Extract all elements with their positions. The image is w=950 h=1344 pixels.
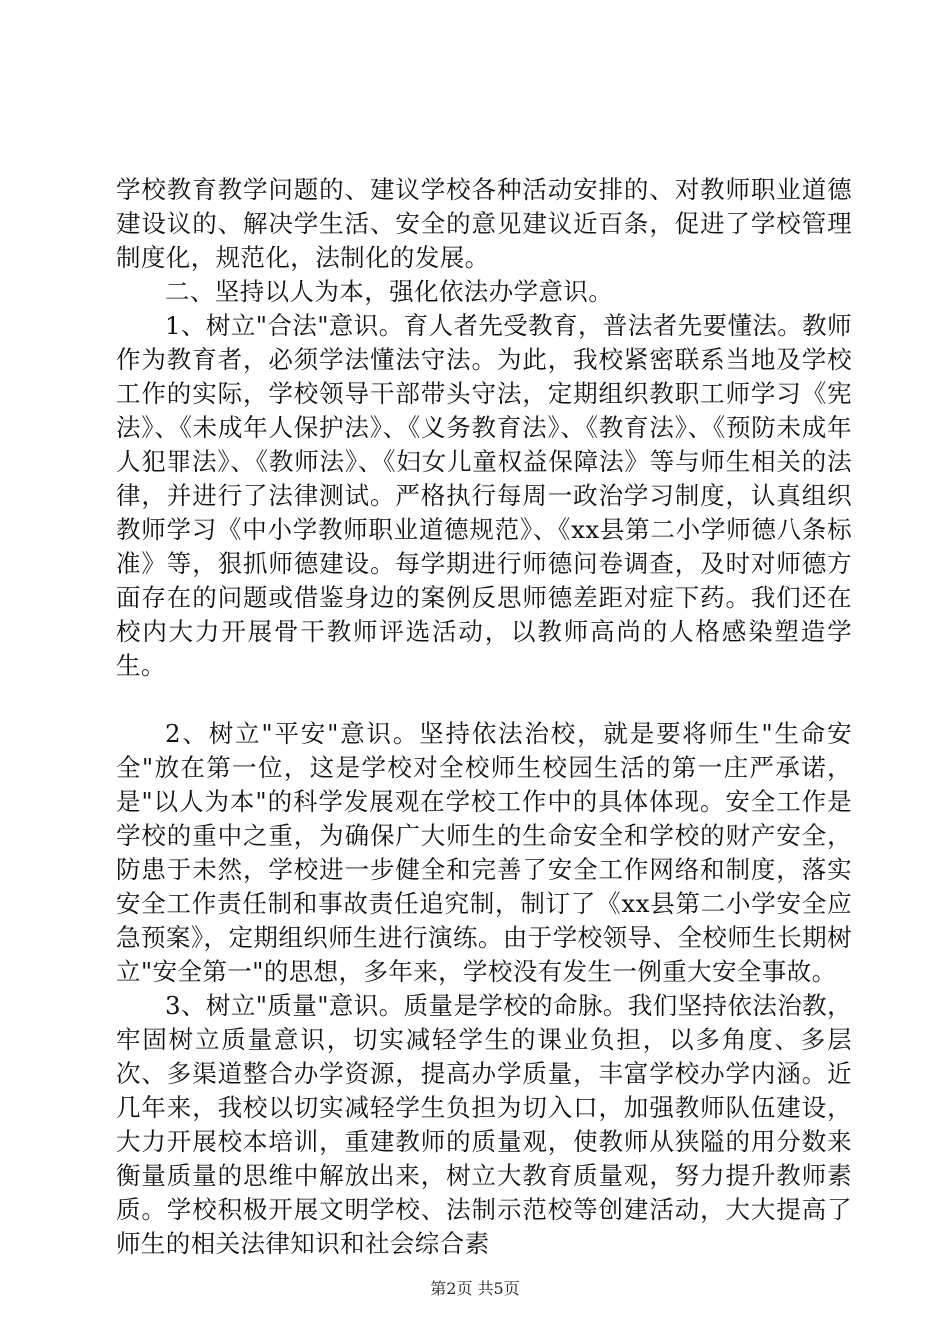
- section-heading: 二、坚持以人为本，强化依法办学意识。: [165, 277, 614, 306]
- paragraph-safety-awareness: 2、树立"平安"意识。坚持依法治校，就是要将师生"生命安全"放在第一位，这是学校对全校师生校园生活的第一庄严承诺，是"以人为本"的科学发展观在学校工作中的具体体现。安全工作是学校的重中之重，为确保广大师生的生命安全和学校的财产安全，防患于未然，学校进一步健全和完善了安全工作网络和制度，落实安全工作责任制和事故责任追究制，制订了《xx县第二小学安全应急预案》，定期组织师生进行演练。由于学校领导、全校师生长期树立"安全第一"的思想，多年来，学校没有发生一例重大安全事故。: [116, 719, 852, 986]
- paragraph-quality-awareness: 3、树立"质量"意识。质量是学校的命脉。我们坚持依法治教，牢固树立质量意识，切实减轻学生的课业负担，以多角度、多层次、多渠道整合办学资源，提高办学质量，丰富学校办学内涵。近几年来，我校以切实减轻学生负担为切入口，加强教师队伍建设，大力开展校本培训，重建教师的质量观，使教师从狭隘的用分数来衡量质量的思维中解放出来，树立大教育质量观，努力提升教师素质。学校积极开展文明学校、法制示范校等创建活动，大大提高了师生的相关法律知识和社会综合素: [116, 991, 852, 1258]
- paragraph-legal-awareness: 1、树立"合法"意识。育人者先受教育，普法者先要懂法。教师作为教育者，必须学法懂法守法。为此，我校紧密联系当地及学校工作的实际，学校领导干部带头守法，定期组织教职工师学习《宪法》、《未成年人保护法》、《义务教育法》、《教育法》、《预防未成年人犯罪法》、《教师法》、《妇女儿童权益保障法》等与师生相关的法律，并进行了法律测试。严格执行每周一政治学习制度，认真组织教师学习《中小学教师职业道德规范》、《xx县第二小学师德八条标准》等，狠抓师德建设。每学期进行师德问卷调查，及时对师德方面存在的问题或借鉴身边的案例反思师德差距对症下药。我们还在校内大力开展骨干教师评选活动，以教师高尚的人格感染塑造学生。: [116, 311, 852, 680]
- paragraph-continued: 学校教育教学问题的、建议学校各种活动安排的、对教师职业道德建设议的、解决学生活、安全的意见建议近百条，促进了学校管理制度化，规范化，法制化的发展。: [116, 175, 852, 272]
- page-number-footer: 第2页 共5页: [430, 1279, 520, 1298]
- document-body: [116, 173, 852, 1261]
